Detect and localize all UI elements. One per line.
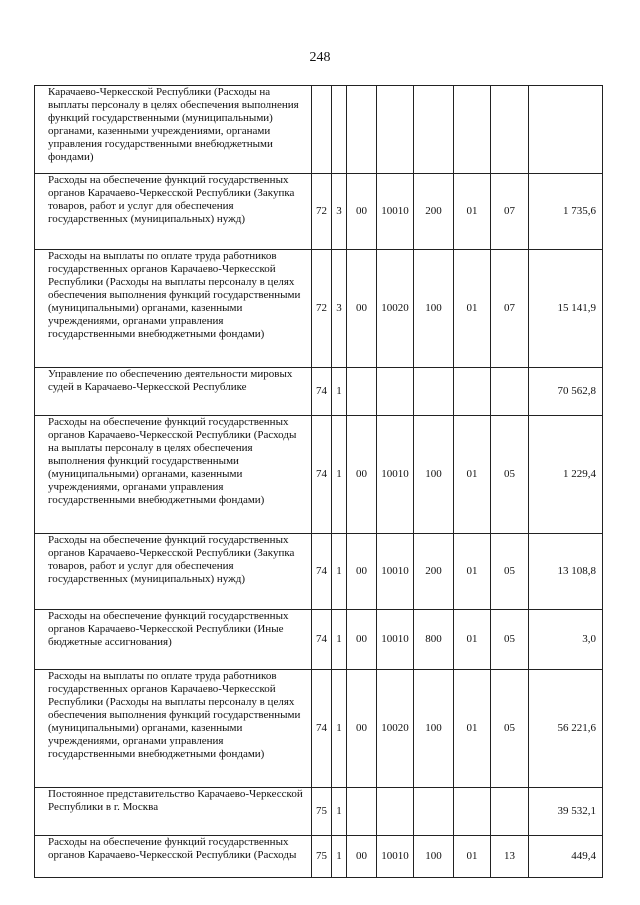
section-cell: 01 (454, 416, 491, 534)
amount-cell: 449,4 (529, 836, 603, 878)
expense-name-cell: Расходы на обеспечение функций государственных органов Карачаево-Черкесской Республики (Иные бюджетные ассигнования) (35, 610, 312, 670)
expense-type-cell: 100 (414, 670, 454, 788)
code-cell: 74 (312, 368, 332, 416)
expense-name-cell: Управление по обеспечению деятельности мировых судей в Карачаево-Черкесской Республике (35, 368, 312, 416)
amount-cell: 70 562,8 (529, 368, 603, 416)
expense-type-cell (414, 788, 454, 836)
code-cell: 72 (312, 250, 332, 368)
subgroup-cell: 00 (347, 174, 377, 250)
section-cell: 01 (454, 670, 491, 788)
table-row (35, 836, 603, 878)
subgroup-cell (347, 368, 377, 416)
article-cell (377, 788, 414, 836)
article-cell: 10010 (377, 416, 414, 534)
amount-cell: 13 108,8 (529, 534, 603, 610)
group-cell: 1 (332, 836, 347, 878)
subsection-cell: 05 (491, 610, 529, 670)
expense-type-cell: 200 (414, 534, 454, 610)
expense-type-cell: 100 (414, 836, 454, 878)
subgroup-cell: 00 (347, 670, 377, 788)
expense-type-cell (414, 86, 454, 174)
table-row (35, 174, 603, 250)
group-cell: 1 (332, 534, 347, 610)
subgroup-cell: 00 (347, 250, 377, 368)
article-cell: 10010 (377, 534, 414, 610)
section-cell (454, 368, 491, 416)
code-cell: 74 (312, 670, 332, 788)
amount-cell: 1 735,6 (529, 174, 603, 250)
expense-name-cell: Расходы на обеспечение функций государственных органов Карачаево-Черкесской Республики (Расходы (35, 836, 312, 878)
subsection-cell: 07 (491, 250, 529, 368)
section-cell (454, 788, 491, 836)
article-cell: 10020 (377, 250, 414, 368)
article-cell: 10010 (377, 836, 414, 878)
table-row (35, 368, 603, 416)
subgroup-cell: 00 (347, 416, 377, 534)
expense-name-cell: Расходы на обеспечение функций государственных органов Карачаево-Черкесской Республики (Закупка товаров, работ и услуг для обеспечения государственных (муниципальных) нужд) (35, 174, 312, 250)
expense-name-cell: Расходы на обеспечение функций государственных органов Карачаево-Черкесской Республики (Расходы на выплаты персоналу в целях обеспечения выполнения функций государственными (муниципальными) органами, казенными учреждениями, органами управления государственными внебюджетными фондами) (35, 416, 312, 534)
amount-cell: 1 229,4 (529, 416, 603, 534)
group-cell: 1 (332, 610, 347, 670)
article-cell: 10010 (377, 174, 414, 250)
subgroup-cell (347, 788, 377, 836)
article-cell: 10010 (377, 610, 414, 670)
section-cell: 01 (454, 250, 491, 368)
expense-type-cell: 200 (414, 174, 454, 250)
code-cell: 75 (312, 788, 332, 836)
table-row (35, 670, 603, 788)
subsection-cell: 05 (491, 416, 529, 534)
amount-cell: 56 221,6 (529, 670, 603, 788)
table-row (35, 86, 603, 174)
expense-name-cell: Расходы на обеспечение функций государственных органов Карачаево-Черкесской Республики (Закупка товаров, работ и услуг для обеспечения государственных (муниципальных) нужд) (35, 534, 312, 610)
section-cell (454, 86, 491, 174)
expense-type-cell: 800 (414, 610, 454, 670)
table-row (35, 610, 603, 670)
section-cell: 01 (454, 836, 491, 878)
section-cell: 01 (454, 174, 491, 250)
budget-table (34, 85, 603, 878)
code-cell: 72 (312, 174, 332, 250)
subsection-cell: 13 (491, 836, 529, 878)
subsection-cell: 05 (491, 534, 529, 610)
group-cell: 3 (332, 250, 347, 368)
article-cell (377, 86, 414, 174)
code-cell: 74 (312, 610, 332, 670)
code-cell (312, 86, 332, 174)
amount-cell: 15 141,9 (529, 250, 603, 368)
amount-cell: 3,0 (529, 610, 603, 670)
code-cell: 74 (312, 416, 332, 534)
table-body (35, 86, 603, 878)
subgroup-cell: 00 (347, 836, 377, 878)
expense-name-cell: Карачаево-Черкесской Республики (Расходы на выплаты персоналу в целях обеспечения выполнения функций государственными (муниципальными) органами, казенными учреждениями, органами управления государственными внебюджетными фондами) (35, 86, 312, 174)
article-cell: 10020 (377, 670, 414, 788)
table-row (35, 250, 603, 368)
group-cell (332, 86, 347, 174)
subgroup-cell: 00 (347, 534, 377, 610)
section-cell: 01 (454, 610, 491, 670)
expense-type-cell: 100 (414, 250, 454, 368)
expense-name-cell: Расходы на выплаты по оплате труда работников государственных органов Карачаево-Черкесской Республики (Расходы на выплаты персоналу в целях обеспечения выполнения функций государственными (муниципальными) органами, казенными учреждениями, органами управления государственными внебюджетными фондами) (35, 250, 312, 368)
code-cell: 74 (312, 534, 332, 610)
expense-name-cell: Расходы на выплаты по оплате труда работников государственных органов Карачаево-Черкесской Республики (Расходы на выплаты персоналу в целях обеспечения выполнения функций государственными (муниципальными) органами, казенными учреждениями, органами управления государственными внебюджетными фондами) (35, 670, 312, 788)
subgroup-cell (347, 86, 377, 174)
subsection-cell (491, 788, 529, 836)
group-cell: 1 (332, 788, 347, 836)
subsection-cell: 07 (491, 174, 529, 250)
expense-type-cell (414, 368, 454, 416)
section-cell: 01 (454, 534, 491, 610)
group-cell: 1 (332, 416, 347, 534)
page-number: 248 (309, 50, 331, 65)
expense-name-cell: Постоянное представительство Карачаево-Черкесской Республики в г. Москва (35, 788, 312, 836)
subgroup-cell: 00 (347, 610, 377, 670)
subsection-cell (491, 86, 529, 174)
table-row (35, 416, 603, 534)
subsection-cell (491, 368, 529, 416)
subsection-cell: 05 (491, 670, 529, 788)
group-cell: 1 (332, 368, 347, 416)
table-row (35, 788, 603, 836)
code-cell: 75 (312, 836, 332, 878)
expense-type-cell: 100 (414, 416, 454, 534)
group-cell: 3 (332, 174, 347, 250)
group-cell: 1 (332, 670, 347, 788)
table-row (35, 534, 603, 610)
amount-cell: 39 532,1 (529, 788, 603, 836)
article-cell (377, 368, 414, 416)
amount-cell (529, 86, 603, 174)
